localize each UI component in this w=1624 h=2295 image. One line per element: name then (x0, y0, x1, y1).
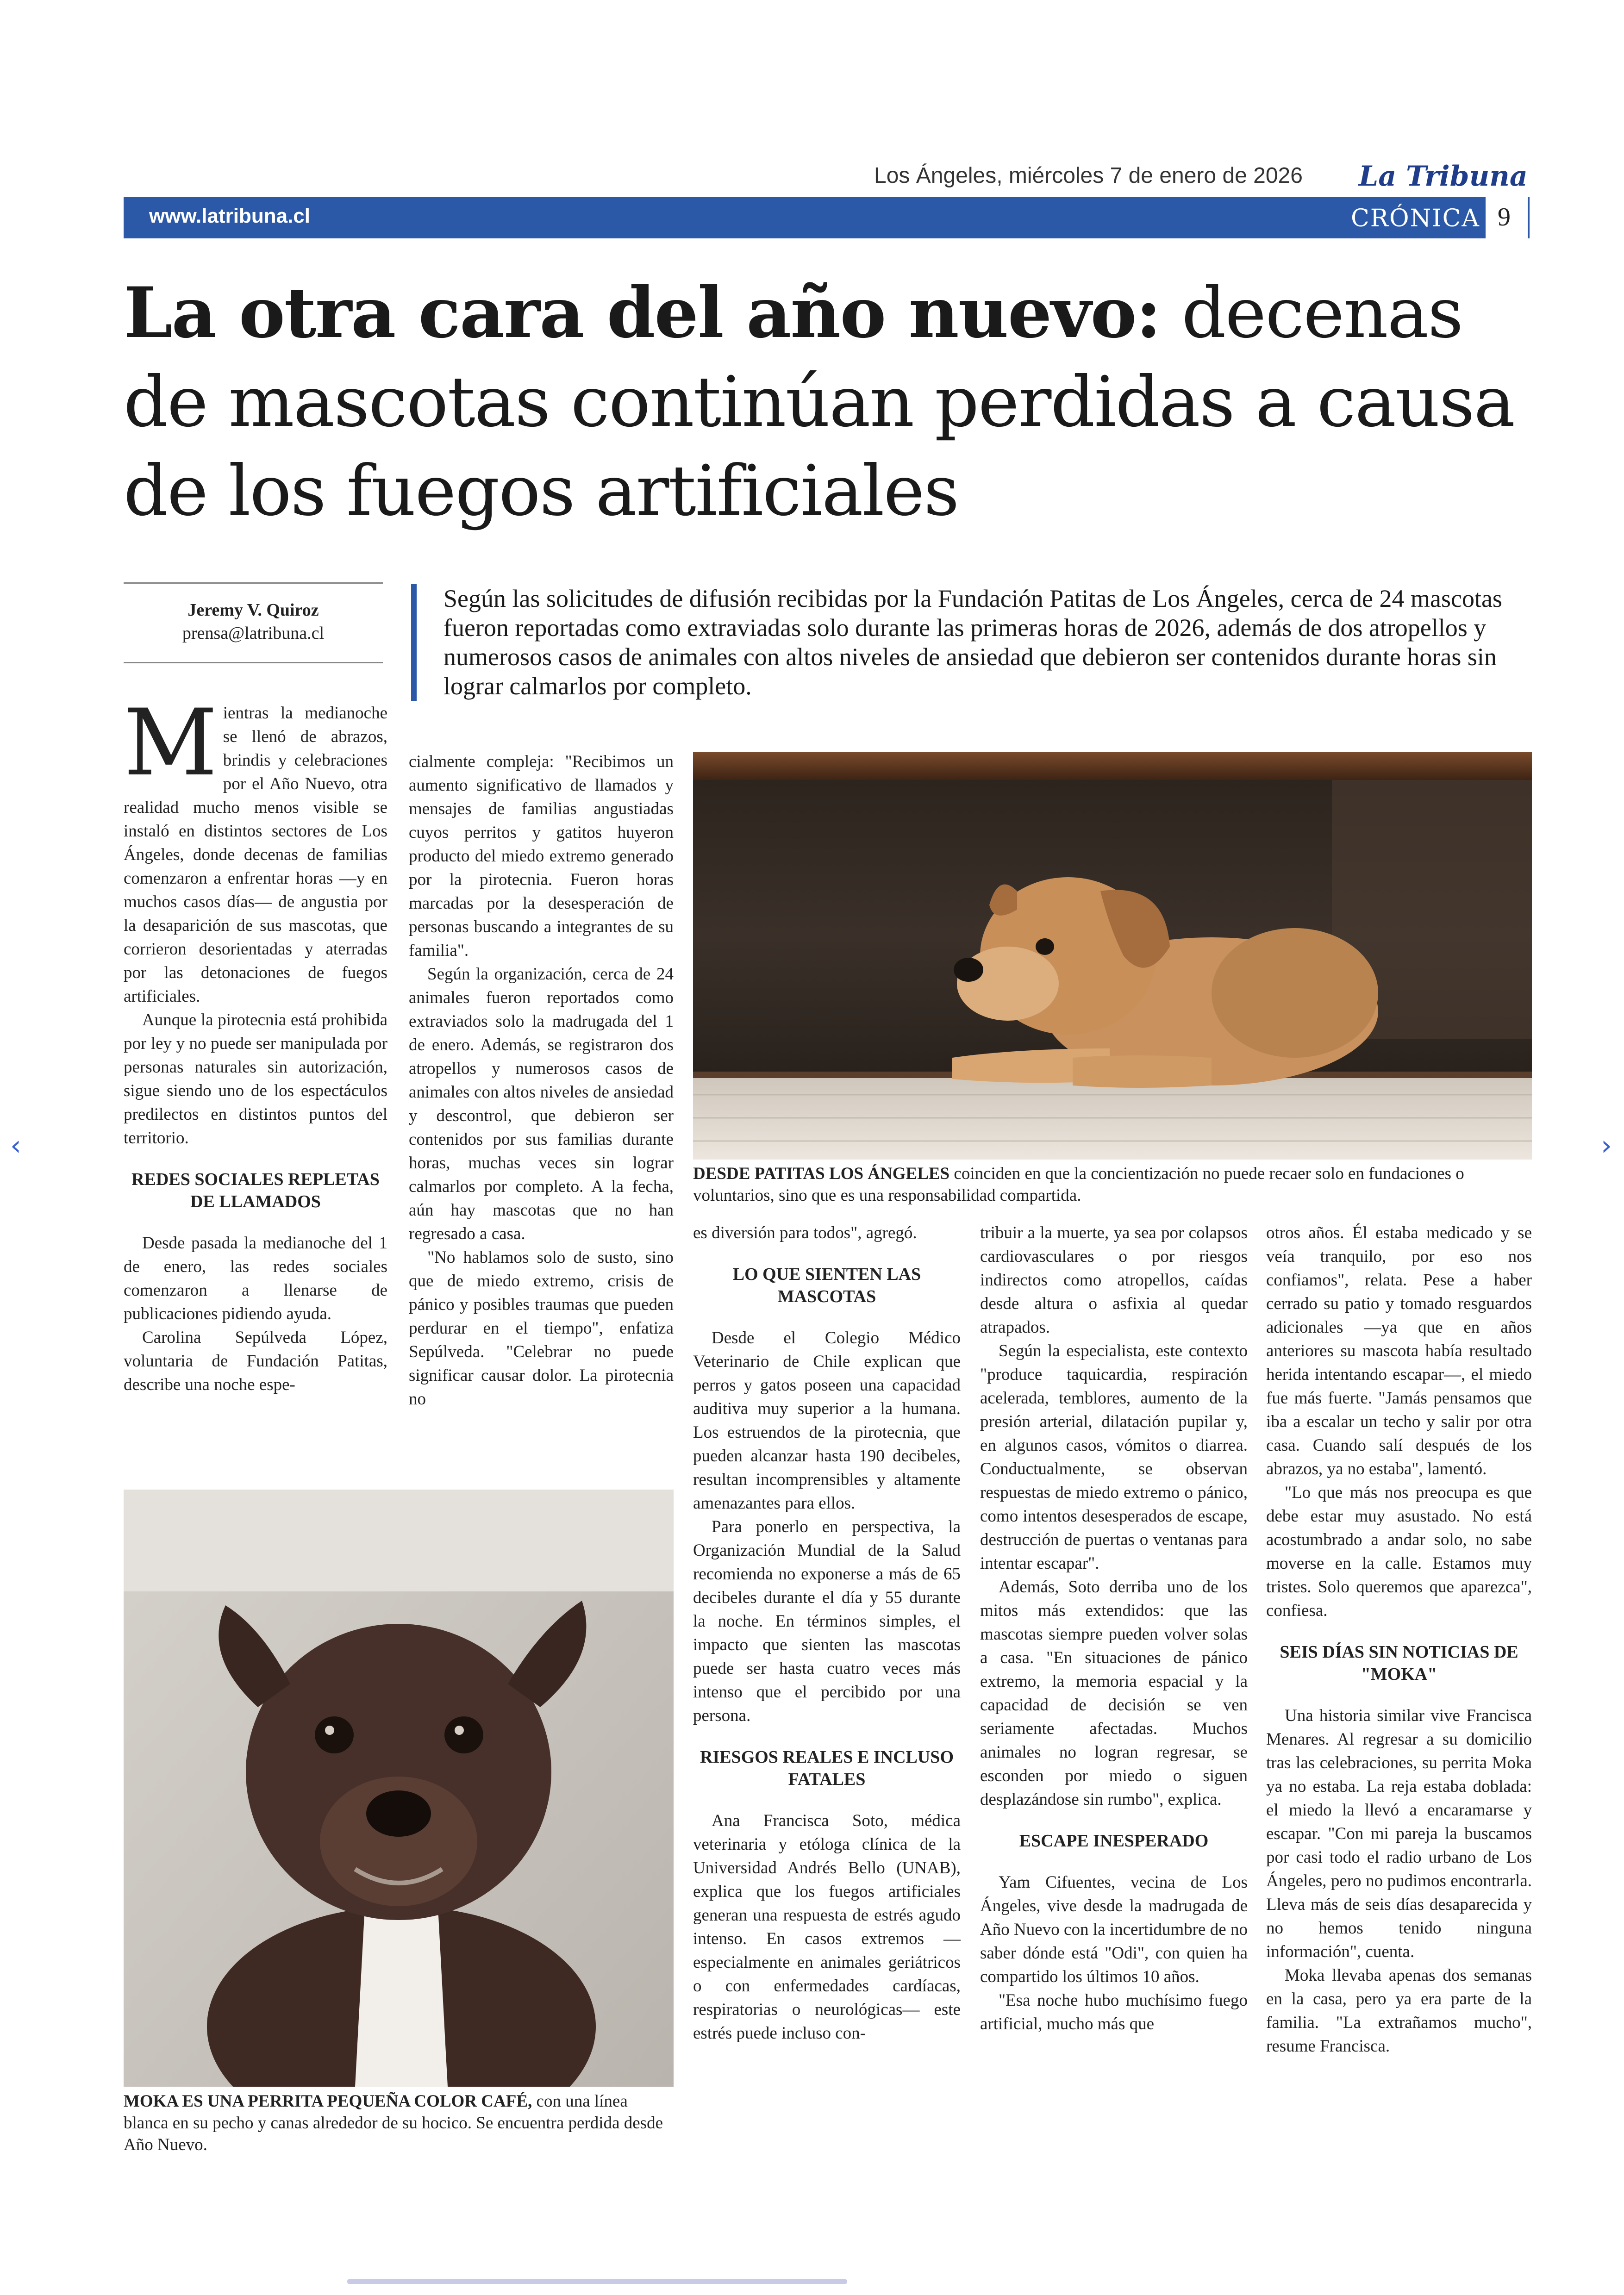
photo-moka (124, 1490, 674, 2087)
headline (124, 268, 1549, 536)
column-3 (693, 1221, 961, 2045)
col4-p1: tribuir a la muerte, ya sea por colapsos cardiovasculares o por riesgos indirectos como atropellos, caídas desde altura o asfixia al quedar atrapados. (980, 1223, 1248, 1337)
col4-p3: Además, Soto derriba uno de los mitos más extendidos: que las mascotas siempre pueden volver solas a casa. "En situaciones de pánico extremo, la memoria espacial y la capacidad de decisión se ven seriamente afectadas. Muchos animales no logran regresar, se esconden por miedo o siguen desplazándose sin rumbo", explica. (980, 1578, 1248, 1809)
lead-paragraph: Según las solicitudes de difusión recibidas por la Fundación Patitas de Los Ángeles, cerca de 24 mascotas fueron reportadas como extraviadas solo durante las primeras horas de 2026, además de dos atropellos y numerosos casos de animales con altos niveles de ansiedad que debieron ser contenidos durante horas sin lograr calmarlos por completo. (443, 585, 1502, 700)
column-4 (980, 1221, 1248, 2036)
subhead-redes: REDES SOCIALES REPLETAS DE LLAMADOS (131, 1170, 380, 1211)
masthead-logo: La Tribuna (1359, 160, 1528, 193)
col5-p4: Moka llevaba apenas dos semanas en la casa, pero ya era parte de la familia. "La extrañamos mucho", resume Francisca. (1266, 1966, 1532, 2056)
byline-author: Jeremy V. Quiroz (187, 600, 319, 620)
page-number-box (1486, 197, 1530, 238)
col4-p2: Según la especialista, este contexto "produce taquicardia, respiración acelerada, temblores, aumento de la presión arterial, dilatación pupilar y, en algunos casos, vómitos o diarrea. Conductualmente, se observan respuestas de miedo extremo o pánico, como intentos desesperados de escape, destrucción de puertas o ventanas para intentar escapar". (980, 1341, 1248, 1573)
subhead-seis-dias: SEIS DÍAS SIN NOTICIAS DE "MOKA" (1280, 1642, 1518, 1684)
subhead-riesgos: RIESGOS REALES E INCLUSO FATALES (700, 1747, 954, 1789)
page-number: 9 (1498, 203, 1511, 231)
prev-page-chevron-icon[interactable]: ‹ (10, 1129, 21, 1162)
byline-top-rule (124, 582, 383, 584)
col3-p2: Desde el Colegio Médico Veterinario de Chile explican que perros y gatos poseen una capacidad auditiva muy superior a la humana. Los estruendos de la pirotecnia, que pueden alcanzar hasta 190 decibeles, resultan incomprensibles y altamente amenazantes para ellos. (693, 1328, 961, 1513)
headline-rest: decenas de mascotas continúan perdidas a causa de los fuegos artificiales (124, 273, 1515, 531)
col5-p1: otros años. Él estaba medicado y se veía tranquilo, por eso nos confiamos", relata. Pese a haber cerrado su patio y tomado resguardos adicionales —ya que en años anteriores su mascota había resultado herida intentando escapar—, el miedo fue más fuerte. "Jamás pensamos que iba a escalar un techo y salir por otra casa. Cuando salí después de los abrazos, ya no estaba", lamentó. (1266, 1223, 1532, 1478)
section-label: CRÓNICA (1351, 205, 1480, 232)
col2-p3: "No hablamos solo de susto, sino que de miedo extremo, crisis de pánico y posibles traumas que pueden perdurar en el tiempo", enfatiza Sepúlveda. "Celebrar no puede significar causar dolor. La pirotecnia no (409, 1248, 674, 1409)
page-scroll-indicator[interactable] (347, 2279, 847, 2284)
photo2-caption-rest: con una línea blanca en su pecho y canas alrededor de su hocico. Se encuentra perdida desde Año Nuevo. (124, 2092, 663, 2154)
next-page-chevron-icon[interactable]: › (1601, 1129, 1612, 1162)
byline-bottom-rule (124, 662, 383, 663)
col3-p1: es diversión para todos", agregó. (693, 1223, 917, 1242)
col5-p3: Una historia similar vive Francisca Menares. Al regresar a su domicilio tras las celebraciones, su perrita Moka ya no estaba. La reja estaba doblada: el miedo la llevó a encaramarse y escapar. "Con mi pareja la buscamos por casi todo el radio urbano de Los Ángeles, pero no pudimos encontrarla. Lleva más de seis días desaparecida y no hemos tenido ninguna información", cuenta. (1266, 1706, 1532, 1961)
photo-dog-hiding (693, 752, 1532, 1160)
col2-p2: Según la organización, cerca de 24 animales fueron reportados como extraviados solo la madrugada del 1 de enero. Además, se registraron dos atropellos y numerosos casos de animales con altos niveles de ansiedad y descontrol, que debieron ser contenidos por sus familias durante horas, muchas veces sin lograr calmarlos por completo. A la fecha, aún hay mascotas que no han regresado a casa. (409, 965, 674, 1243)
col2-p1: cialmente compleja: "Recibimos un aumento significativo de llamados y mensajes de familias angustiadas cuyos perritos y gatitos huyeron producto del miedo extremo generado por la pirotecnia. Fueron horas marcadas por la desesperación de personas buscando a integrantes de su familia". (409, 752, 674, 960)
dog-hiding-illustration (693, 752, 1532, 1160)
column-2 (409, 750, 674, 1411)
column-1 (124, 689, 387, 1397)
website-link[interactable]: www.latribuna.cl (149, 205, 310, 227)
moka-illustration (124, 1490, 674, 2087)
col1-p1: ientras la medianoche se llenó de abrazos, brindis y celebraciones por el Año Nuevo, otra realidad mucho menos visible se instaló en distintos sectores de Los Ángeles, donde decenas de familias comenzaron a enfrentar horas —y en muchos casos días— de angustia por la desaparición de sus mascotas, que corrieron desorientadas y aterradas por las detonaciones de fuegos artificiales. (124, 704, 387, 1006)
photo1-caption (693, 1163, 1532, 1206)
col4-p4: Yam Cifuentes, vecina de Los Ángeles, vive desde la madrugada de Año Nuevo con la incertidumbre de no saber dónde está "Odi", con quien ha compartido los últimos 10 años. (980, 1873, 1248, 1986)
column-5 (1266, 1221, 1532, 2058)
col1-p2: Aunque la pirotecnia está prohibida por ley y no puede ser manipulada por personas naturales sin autorización, sigue siendo uno de los espectáculos predilectos en distintos puntos del territorio. (124, 1010, 387, 1148)
col3-p4: Ana Francisca Soto, médica veterinaria y etóloga clínica de la Universidad Andrés Bello (UNAB), explica que los fuegos artificiales generan una respuesta de estrés agudo intenso. En casos extremos —especialmente en animales geriátricos o con enfermedades cardíacas, respiratorias o neurológicas— este estrés puede incluso con- (693, 1811, 961, 2043)
dateline: Los Ángeles, miércoles 7 de enero de 2026 (874, 163, 1303, 188)
col5-p2: "Lo que más nos preocupa es que debe estar muy asustado. No está acostumbrado a andar solo, no sabe moverse en la calle. Estamos muy tristes. Solo queremos que aparezca", confiesa. (1266, 1483, 1532, 1620)
section-bar (124, 197, 1486, 238)
photo2-caption (124, 2090, 674, 2156)
photo1-caption-rest: coinciden en que la concientización no puede recaer solo en fundaciones o voluntarios, sino que es una responsabilidad compartida. (693, 1164, 1464, 1205)
byline-email: prensa@latribuna.cl (182, 624, 325, 643)
subhead-lo-que-sienten: LO QUE SIENTEN LAS MASCOTAS (732, 1265, 921, 1306)
col1-p4: Carolina Sepúlveda López, voluntaria de Fundación Patitas, describe una noche espe- (124, 1328, 387, 1394)
subhead-escape: ESCAPE INESPERADO (1019, 1831, 1209, 1851)
dropcap: M (124, 689, 218, 796)
col3-p3: Para ponerlo en perspectiva, la Organización Mundial de la Salud recomienda no exponerse a más de 65 decibeles durante el día y 55 durante la noche. En términos simples, el impacto que sienten las mascotas puede ser hasta cuatro veces más intenso que el percibido por una persona. (693, 1517, 961, 1725)
lead-accent-bar (411, 584, 417, 701)
col1-p3: Desde pasada la medianoche del 1 de enero, las redes sociales comenzaron a llenarse de publicaciones pidiendo ayuda. (124, 1234, 387, 1323)
photo1-caption-bold: DESDE PATITAS LOS ÁNGELES (693, 1164, 950, 1183)
photo2-caption-bold: MOKA ES UNA PERRITA PEQUEÑA COLOR CAFÉ, (124, 2092, 532, 2111)
col4-p5: "Esa noche hubo muchísimo fuego artificial, mucho más que (980, 1991, 1248, 2033)
headline-bold: La otra cara del año nuevo: (124, 272, 1161, 354)
